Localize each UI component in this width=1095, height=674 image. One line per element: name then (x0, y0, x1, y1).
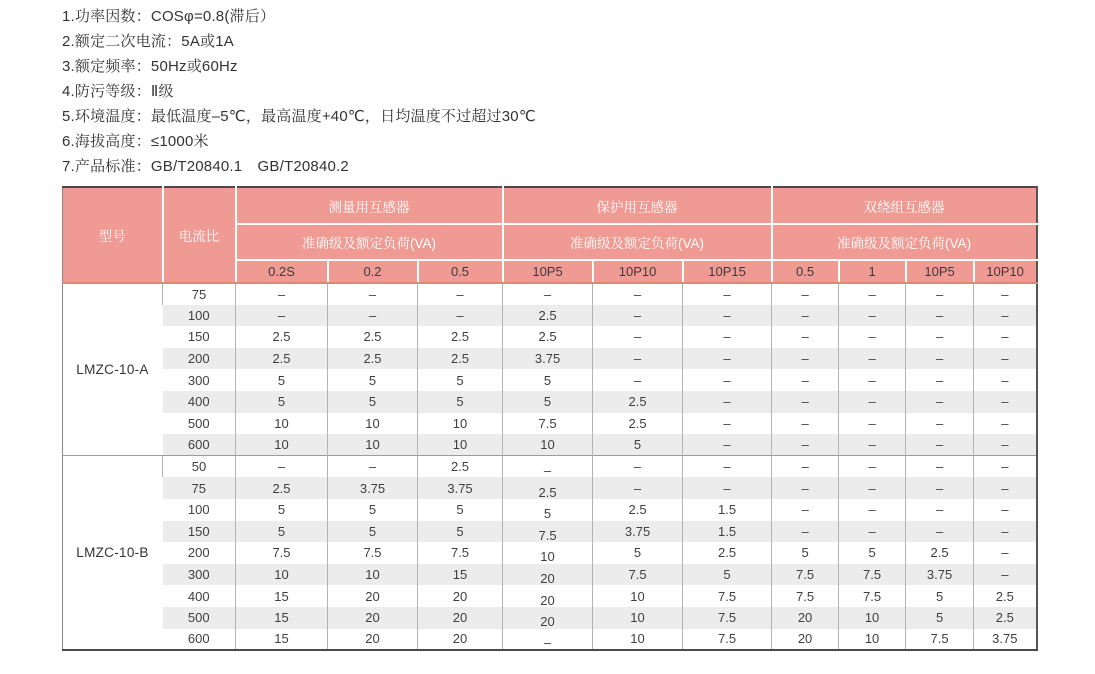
value-cell: 10 (236, 434, 328, 456)
value-cell: 10 (236, 564, 328, 586)
value-cell: 5 (906, 585, 974, 607)
ratio-cell: 200 (163, 348, 236, 370)
spec-line: 2.额定二次电流：5A或1A (62, 33, 235, 50)
value-cell: – (683, 305, 772, 327)
value-cell: – (772, 326, 839, 348)
value-cell: 10 (236, 413, 328, 435)
value-cell: 20 (418, 629, 503, 651)
spec-table (62, 186, 1038, 651)
value-cell: 15 (418, 564, 503, 586)
value-cell: 5 (328, 369, 418, 391)
value-cell: 5 (236, 521, 328, 543)
value-cell: 2.5 (236, 348, 328, 370)
value-cell: 2.5 (328, 326, 418, 348)
col-header-model: 型号 (63, 187, 163, 283)
value-cell: 5 (418, 499, 503, 521)
value-cell: – (772, 305, 839, 327)
value-cell: 10 (503, 542, 593, 564)
value-cell: – (683, 413, 772, 435)
ratio-cell: 75 (163, 477, 236, 499)
value-cell: 10 (503, 434, 593, 456)
value-cell: – (503, 283, 593, 305)
spec-line: 1.功率因数：COSφ=0.8(滞后） (62, 8, 276, 25)
value-cell: – (974, 326, 1037, 348)
value-cell: 2.5 (974, 585, 1037, 607)
col-header-dual-10p5: 10P5 (906, 260, 974, 283)
value-cell: 5 (236, 499, 328, 521)
value-cell: – (906, 521, 974, 543)
value-cell: – (974, 305, 1037, 327)
value-cell: 5 (236, 369, 328, 391)
table-row (63, 629, 1037, 651)
value-cell: 20 (772, 629, 839, 651)
value-cell: – (593, 283, 683, 305)
value-cell: – (772, 521, 839, 543)
spec-list (62, 4, 1042, 179)
value-cell: 2.5 (236, 326, 328, 348)
ratio-cell: 600 (163, 629, 236, 651)
value-cell: 20 (328, 585, 418, 607)
value-cell: – (974, 477, 1037, 499)
col-header-dual-0-5: 0.5 (772, 260, 839, 283)
value-cell: 5 (906, 607, 974, 629)
value-cell: 20 (503, 585, 593, 607)
value-cell: 15 (236, 607, 328, 629)
group-subtitle-measuring: 准确级及额定负荷(VA) (236, 224, 503, 260)
value-cell: – (974, 564, 1037, 586)
value-cell: 10 (593, 607, 683, 629)
value-cell: – (839, 348, 906, 370)
value-cell: 10 (418, 413, 503, 435)
value-cell: – (503, 456, 593, 478)
value-cell: – (906, 477, 974, 499)
value-cell: – (772, 477, 839, 499)
value-cell: – (593, 456, 683, 478)
value-cell: – (683, 283, 772, 305)
value-cell: – (974, 456, 1037, 478)
value-cell: 7.5 (503, 521, 593, 543)
value-cell: 1.5 (683, 521, 772, 543)
value-cell: 3.75 (974, 629, 1037, 651)
ratio-cell: 100 (163, 305, 236, 327)
table-row (63, 434, 1037, 456)
value-cell: 5 (503, 369, 593, 391)
value-cell: – (772, 391, 839, 413)
value-cell: – (839, 434, 906, 456)
ratio-cell: 400 (163, 391, 236, 413)
ratio-cell: 100 (163, 499, 236, 521)
group-subtitle-dual-winding: 准确级及额定负荷(VA) (772, 224, 1037, 260)
value-cell: – (839, 413, 906, 435)
value-cell: – (772, 348, 839, 370)
table-row (63, 607, 1037, 629)
value-cell: – (236, 456, 328, 478)
value-cell: 20 (328, 629, 418, 651)
value-cell: 7.5 (236, 542, 328, 564)
spec-table-wrap (62, 186, 1036, 651)
value-cell: 5 (418, 369, 503, 391)
value-cell: 5 (593, 434, 683, 456)
model-cell: LMZC-10-A (63, 283, 163, 456)
table-row (63, 585, 1037, 607)
value-cell: – (974, 499, 1037, 521)
value-cell: 5 (683, 564, 772, 586)
ratio-cell: 50 (163, 456, 236, 478)
value-cell: 5 (503, 391, 593, 413)
value-cell: 7.5 (328, 542, 418, 564)
value-cell: 20 (328, 607, 418, 629)
ratio-cell: 400 (163, 585, 236, 607)
value-cell: 7.5 (839, 564, 906, 586)
value-cell: – (906, 326, 974, 348)
value-cell: – (906, 434, 974, 456)
value-cell: – (683, 348, 772, 370)
value-cell: – (839, 305, 906, 327)
value-cell: 5 (328, 499, 418, 521)
value-cell: – (772, 369, 839, 391)
value-cell: 2.5 (418, 456, 503, 478)
value-cell: 3.75 (503, 348, 593, 370)
col-header-0-5: 0.5 (418, 260, 503, 283)
value-cell: – (839, 456, 906, 478)
value-cell: 20 (503, 607, 593, 629)
table-row (63, 564, 1037, 586)
value-cell: 15 (236, 629, 328, 651)
value-cell: – (839, 521, 906, 543)
value-cell: – (974, 369, 1037, 391)
spec-line: 5.环境温度：最低温度–5℃，最高温度+40℃，日均温度不过超过30℃ (62, 108, 536, 125)
value-cell: 2.5 (418, 326, 503, 348)
value-cell: – (839, 326, 906, 348)
value-cell: – (772, 413, 839, 435)
value-cell: – (503, 629, 593, 651)
value-cell: – (236, 305, 328, 327)
value-cell: 5 (328, 391, 418, 413)
value-cell: 20 (418, 607, 503, 629)
value-cell: – (906, 348, 974, 370)
value-cell: – (974, 542, 1037, 564)
value-cell: – (839, 477, 906, 499)
col-header-10p5: 10P5 (503, 260, 593, 283)
value-cell: – (906, 391, 974, 413)
table-row (63, 499, 1037, 521)
value-cell: 15 (236, 585, 328, 607)
value-cell: 20 (772, 607, 839, 629)
value-cell: – (418, 305, 503, 327)
value-cell: – (772, 499, 839, 521)
value-cell: 2.5 (593, 499, 683, 521)
value-cell: – (974, 521, 1037, 543)
value-cell: 7.5 (503, 413, 593, 435)
ratio-cell: 500 (163, 413, 236, 435)
table-row (63, 542, 1037, 564)
col-header-10p15: 10P15 (683, 260, 772, 283)
table-row (63, 348, 1037, 370)
col-header-10p10: 10P10 (593, 260, 683, 283)
value-cell: 2.5 (418, 348, 503, 370)
table-row (63, 326, 1037, 348)
group-title-protection: 保护用互感器 (503, 187, 772, 224)
value-cell: 10 (328, 434, 418, 456)
value-cell: 5 (503, 499, 593, 521)
value-cell: 20 (418, 585, 503, 607)
value-cell: – (683, 326, 772, 348)
value-cell: 3.75 (418, 477, 503, 499)
spec-line: 7.产品标准：GB/T20840.1 GB/T20840.2 (62, 158, 349, 175)
spec-line: 4.防污等级：Ⅱ级 (62, 83, 174, 100)
table-body (63, 283, 1037, 650)
value-cell: – (906, 305, 974, 327)
value-cell: – (974, 413, 1037, 435)
value-cell: – (906, 456, 974, 478)
value-cell: 7.5 (683, 607, 772, 629)
value-cell: 2.5 (503, 305, 593, 327)
value-cell: 10 (418, 434, 503, 456)
table-row (63, 305, 1037, 327)
value-cell: – (683, 477, 772, 499)
value-cell: 7.5 (772, 585, 839, 607)
value-cell: 10 (839, 607, 906, 629)
col-header-dual-1: 1 (839, 260, 906, 283)
value-cell: 10 (839, 629, 906, 651)
value-cell: 2.5 (906, 542, 974, 564)
value-cell: – (906, 413, 974, 435)
table-header (63, 187, 1037, 283)
value-cell: – (906, 499, 974, 521)
value-cell: 5 (418, 521, 503, 543)
value-cell: 3.75 (906, 564, 974, 586)
value-cell: – (683, 434, 772, 456)
value-cell: – (418, 283, 503, 305)
value-cell: – (328, 456, 418, 478)
table-row (63, 477, 1037, 499)
value-cell: – (772, 456, 839, 478)
table-row (63, 391, 1037, 413)
value-cell: – (328, 305, 418, 327)
table-row (63, 456, 1037, 478)
value-cell: – (683, 391, 772, 413)
value-cell: 10 (328, 564, 418, 586)
value-cell: – (974, 391, 1037, 413)
model-cell: LMZC-10-B (63, 456, 163, 650)
value-cell: – (593, 326, 683, 348)
value-cell: 5 (593, 542, 683, 564)
value-cell: – (593, 369, 683, 391)
value-cell: – (772, 283, 839, 305)
ratio-cell: 150 (163, 521, 236, 543)
value-cell: 2.5 (328, 348, 418, 370)
group-subtitle-protection: 准确级及额定负荷(VA) (503, 224, 772, 260)
ratio-cell: 150 (163, 326, 236, 348)
ratio-cell: 600 (163, 434, 236, 456)
spec-line: 3.额定频率：50Hz或60Hz (62, 58, 238, 75)
ratio-cell: 500 (163, 607, 236, 629)
value-cell: – (236, 283, 328, 305)
value-cell: 2.5 (974, 607, 1037, 629)
value-cell: 1.5 (683, 499, 772, 521)
value-cell: – (839, 283, 906, 305)
value-cell: – (328, 283, 418, 305)
group-title-measuring: 测量用互感器 (236, 187, 503, 224)
value-cell: 3.75 (328, 477, 418, 499)
value-cell: 2.5 (683, 542, 772, 564)
value-cell: – (683, 369, 772, 391)
value-cell: – (772, 434, 839, 456)
table-row (63, 521, 1037, 543)
value-cell: – (593, 477, 683, 499)
table-row (63, 369, 1037, 391)
value-cell: 5 (839, 542, 906, 564)
table-row (63, 413, 1037, 435)
value-cell: – (974, 434, 1037, 456)
value-cell: 2.5 (593, 413, 683, 435)
col-header-dual-10p10: 10P10 (974, 260, 1037, 283)
table-row (63, 283, 1037, 305)
value-cell: – (839, 391, 906, 413)
value-cell: 7.5 (683, 629, 772, 651)
value-cell: – (906, 369, 974, 391)
value-cell: 7.5 (418, 542, 503, 564)
ratio-cell: 300 (163, 564, 236, 586)
value-cell: 5 (772, 542, 839, 564)
value-cell: 5 (418, 391, 503, 413)
ratio-cell: 300 (163, 369, 236, 391)
spec-line: 6.海拔高度：≤1000米 (62, 133, 209, 150)
value-cell: 7.5 (772, 564, 839, 586)
value-cell: – (906, 283, 974, 305)
value-cell: – (974, 283, 1037, 305)
col-header-ratio: 电流比 (163, 187, 236, 283)
col-header-0-2: 0.2 (328, 260, 418, 283)
value-cell: – (974, 348, 1037, 370)
ratio-cell: 200 (163, 542, 236, 564)
value-cell: 2.5 (503, 326, 593, 348)
value-cell: 2.5 (503, 477, 593, 499)
value-cell: 20 (503, 564, 593, 586)
value-cell: 2.5 (236, 477, 328, 499)
value-cell: 10 (593, 629, 683, 651)
ratio-cell: 75 (163, 283, 236, 305)
value-cell: 5 (328, 521, 418, 543)
value-cell: – (593, 348, 683, 370)
value-cell: – (683, 456, 772, 478)
col-header-0-2s: 0.2S (236, 260, 328, 283)
value-cell: 7.5 (839, 585, 906, 607)
value-cell: 7.5 (593, 564, 683, 586)
value-cell: – (839, 499, 906, 521)
group-title-dual-winding: 双绕组互感器 (772, 187, 1037, 224)
value-cell: 7.5 (683, 585, 772, 607)
value-cell: 3.75 (593, 521, 683, 543)
value-cell: – (593, 305, 683, 327)
value-cell: 10 (593, 585, 683, 607)
value-cell: 2.5 (593, 391, 683, 413)
value-cell: 10 (328, 413, 418, 435)
value-cell: 7.5 (906, 629, 974, 651)
value-cell: 5 (236, 391, 328, 413)
value-cell: – (839, 369, 906, 391)
